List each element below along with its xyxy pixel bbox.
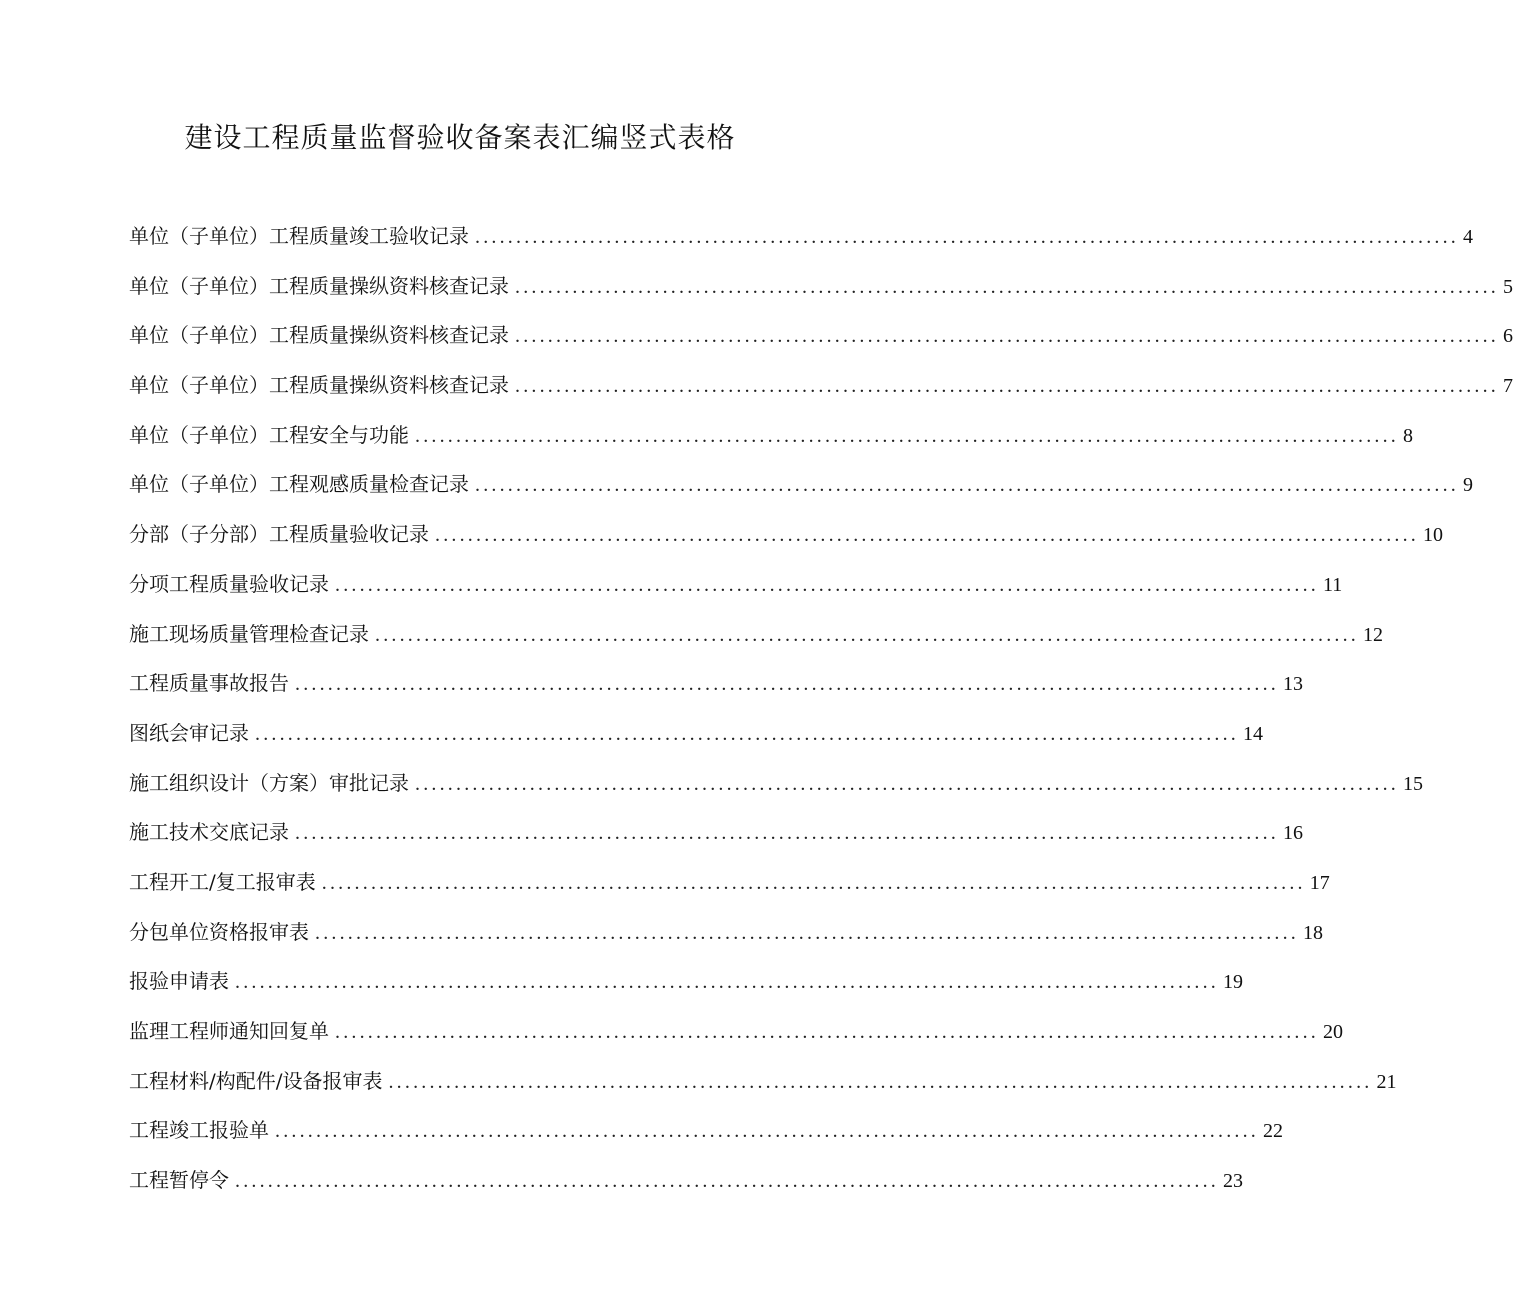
toc-entry[interactable] (129, 512, 1443, 562)
toc-entry-page: 7 (1503, 375, 1513, 398)
toc-entry-page: 11 (1323, 573, 1343, 596)
toc-entry-title: 工程质量事故报告 (129, 671, 289, 696)
toc-entry-title: 单位（子单位）工程质量操纵资料核查记录 (129, 323, 509, 348)
toc-entry[interactable] (129, 462, 1473, 512)
toc-entry[interactable] (129, 612, 1383, 662)
toc-entry-page: 21 (1376, 1070, 1397, 1093)
toc-entry-title: 施工现场质量管理检查记录 (129, 621, 369, 646)
toc-entry[interactable] (129, 363, 1513, 413)
toc-entry-title: 分包单位资格报审表 (129, 919, 309, 944)
toc-entry-page: 10 (1423, 524, 1443, 547)
toc-entry-title: 单位（子单位）工程安全与功能 (129, 422, 409, 447)
table-of-contents (129, 214, 1513, 1208)
toc-entry[interactable] (129, 761, 1423, 811)
dot-leader: ........................................................................................................................ (295, 673, 1279, 696)
dot-leader: ........................................................................................................................ (435, 524, 1419, 547)
toc-entry[interactable] (129, 562, 1343, 612)
toc-entry-title: 工程竣工报验单 (129, 1118, 269, 1143)
toc-entry[interactable] (129, 711, 1263, 761)
toc-entry-page: 4 (1463, 226, 1473, 248)
toc-entry[interactable] (129, 1108, 1283, 1158)
toc-entry[interactable] (129, 313, 1513, 363)
toc-entry-page: 8 (1403, 424, 1413, 447)
toc-entry-page: 9 (1463, 474, 1473, 497)
toc-entry-title: 单位（子单位）工程质量操纵资料核查记录 (129, 273, 509, 298)
toc-entry-page: 14 (1243, 722, 1263, 745)
toc-entry-title: 单位（子单位）工程质量竣工验收记录 (129, 224, 469, 248)
toc-entry-page: 23 (1223, 1170, 1243, 1193)
dot-leader: ........................................................................................................................ (275, 1120, 1259, 1143)
toc-entry-page: 15 (1403, 772, 1423, 795)
dot-leader: ........................................................................................................................ (295, 822, 1279, 845)
toc-entry[interactable] (129, 661, 1303, 711)
dot-leader: ........................................................................................................................ (335, 1021, 1319, 1043)
dot-leader: ........................................................................................................................ (515, 325, 1499, 348)
toc-entry-page: 13 (1283, 673, 1303, 696)
dot-leader: ........................................................................................................................ (255, 722, 1239, 745)
toc-entry-page: 16 (1283, 822, 1303, 845)
dot-leader: ........................................................................................................................ (415, 424, 1399, 447)
toc-entry-title: 报验申请表 (129, 969, 229, 994)
toc-entry-page: 5 (1503, 275, 1513, 298)
toc-entry[interactable] (129, 264, 1513, 314)
toc-entry[interactable] (129, 1059, 1397, 1109)
toc-entry-title: 分部（子分部）工程质量验收记录 (129, 522, 429, 547)
toc-entry-title: 工程材料/构配件/设备报审表 (129, 1068, 383, 1093)
dot-leader: ........................................................................................................................ (388, 1070, 1373, 1093)
dot-leader: ........................................................................................................................ (235, 1170, 1219, 1193)
dot-leader: ........................................................................................................................ (335, 573, 1319, 596)
toc-entry[interactable] (129, 1009, 1343, 1059)
toc-entry-title: 分项工程质量验收记录 (129, 571, 329, 596)
toc-entry-page: 6 (1503, 325, 1513, 348)
dot-leader: ........................................................................................................................ (475, 226, 1459, 248)
toc-entry-title: 单位（子单位）工程观感质量检查记录 (129, 472, 469, 497)
dot-leader: ........................................................................................................................ (375, 623, 1359, 646)
toc-entry-page: 20 (1323, 1021, 1343, 1043)
toc-entry-page: 22 (1263, 1120, 1283, 1143)
toc-entry[interactable] (129, 413, 1413, 463)
dot-leader: ........................................................................................................................ (515, 275, 1499, 298)
page-title: 建设工程质量监督验收备案表汇编竖式表格 (184, 121, 736, 154)
dot-leader: ........................................................................................................................ (415, 772, 1399, 795)
toc-entry-title: 工程开工/复工报审表 (129, 869, 316, 894)
toc-entry[interactable] (129, 959, 1243, 1009)
dot-leader: ........................................................................................................................ (315, 921, 1299, 944)
dot-leader: ........................................................................................................................ (235, 971, 1219, 994)
toc-entry-page: 12 (1363, 623, 1383, 646)
toc-entry-title: 施工组织设计（方案）审批记录 (129, 770, 409, 795)
toc-entry-page: 17 (1309, 871, 1330, 894)
toc-entry-title: 单位（子单位）工程质量操纵资料核查记录 (129, 373, 509, 398)
toc-entry-page: 18 (1303, 921, 1323, 944)
toc-entry-title: 施工技术交底记录 (129, 820, 289, 845)
dot-leader: ........................................................................................................................ (475, 474, 1459, 497)
dot-leader: ........................................................................................................................ (321, 871, 1306, 894)
toc-entry-title: 图纸会审记录 (129, 720, 249, 745)
toc-entry[interactable] (129, 810, 1303, 860)
toc-entry-title: 工程暂停令 (129, 1168, 229, 1193)
toc-entry[interactable] (129, 1158, 1243, 1208)
toc-entry[interactable] (129, 214, 1473, 264)
toc-entry-page: 19 (1223, 971, 1243, 994)
toc-entry[interactable] (129, 910, 1323, 960)
dot-leader: ........................................................................................................................ (515, 375, 1499, 398)
toc-entry-title: 监理工程师通知回复单 (129, 1019, 329, 1043)
toc-entry[interactable] (129, 860, 1330, 910)
